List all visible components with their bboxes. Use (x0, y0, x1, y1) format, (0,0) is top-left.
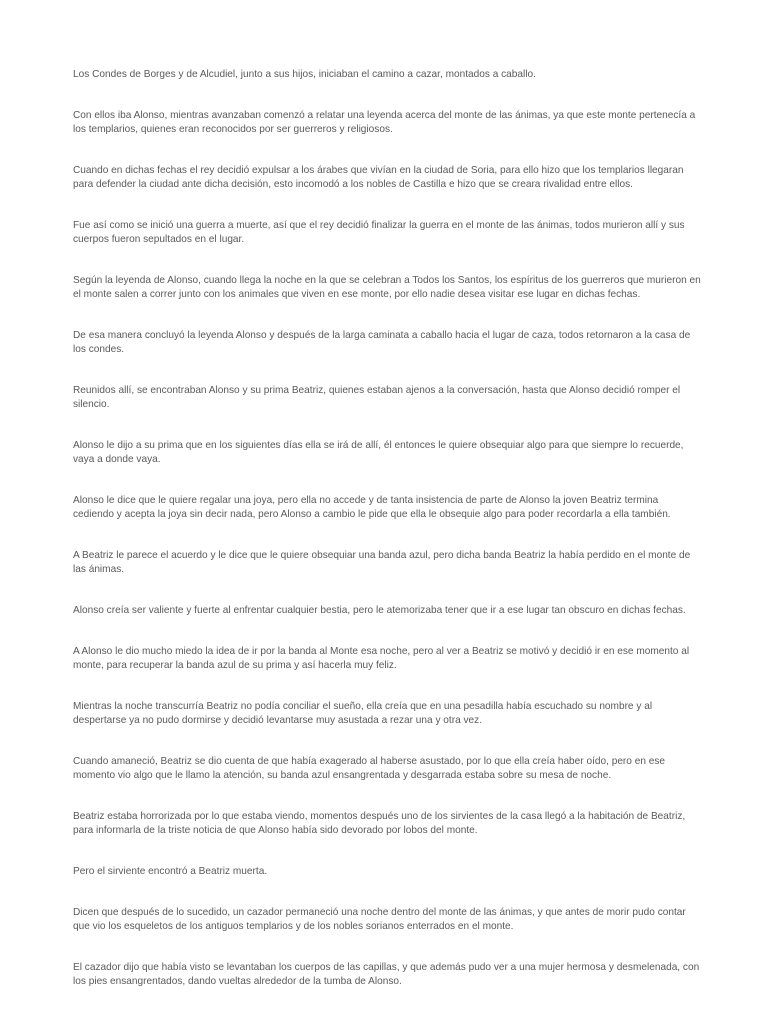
paragraph: Reunidos allí, se encontraban Alonso y su prima Beatriz, quienes estaban ajenos a la conversación, hasta que Alonso decidió romper el silencio. (73, 385, 681, 410)
document-body (73, 68, 701, 1016)
paragraph: Alonso le dijo a su prima que en los siguientes días ella se irá de allí, él entonces le quiere obsequiar algo para que siempre lo recuerde, vaya a donde vaya. (73, 440, 684, 465)
paragraph: Alonso le dice que le quiere regalar una joya, pero ella no accede y de tanta insistencia de parte de Alonso la joven Beatriz termina cediendo y acepta la joya sin decir nada, pero Alonso a cambio le pide que ella le obsequie algo para poder recordarla a ella también. (73, 495, 671, 520)
paragraph: A Alonso le dio mucho miedo la idea de ir por la banda al Monte esa noche, pero al ver a Beatriz se motivó y decidió ir en ese momento al monte, para recuperar la banda azul de su prima y así hacerla muy feliz. (73, 646, 690, 671)
paragraph: De esa manera concluyó la leyenda Alonso y después de la larga caminata a caballo hacia el lugar de caza, todos retornaron a la casa de los condes. (73, 330, 691, 355)
paragraph: Cuando amaneció, Beatriz se dio cuenta de que había exagerado al haberse asustado, por lo que ella creía haber oído, pero en ese momento vio algo que le llamo la atención, su banda azul ensangrentada y desgarrada estaba sobre su mesa de noche. (73, 756, 666, 781)
paragraph: Fue así como se inició una guerra a muerte, así que el rey decidió finalizar la guerra en el monte de las ánimas, todos murieron allí y sus cuerpos fueron sepultados en el lugar. (73, 220, 685, 245)
paragraph: Dicen que después de lo sucedido, un cazador permaneció una noche dentro del monte de las ánimas, y que antes de morir pudo contar que vio los esqueletos de los antiguos templarios y de los nobles sorianos enterrados en el monte. (73, 907, 686, 932)
paragraph: Mientras la noche transcurría Beatriz no podía conciliar el sueño, ella creía que en una pesadilla había escuchado su nombre y al despertarse ya no pudo dormirse y decidió levantarse muy asustada a rezar una y otra vez. (73, 701, 653, 726)
paragraph: A Beatriz le parece el acuerdo y le dice que le quiere obsequiar una banda azul, pero dicha banda Beatriz la había perdido en el monte de las ánimas. (73, 550, 691, 575)
paragraph: Beatriz estaba horrorizada por lo que estaba viendo, momentos después uno de los sirvientes de la casa llegó a la habitación de Beatriz, para informarla de la triste noticia de que Alonso había sido devorado por lobos del monte. (73, 811, 686, 836)
paragraph: Los Condes de Borges y de Alcudiel, junto a sus hijos, iniciaban el camino a cazar, montados a caballo. (73, 69, 536, 80)
paragraph: Cuando en dichas fechas el rey decidió expulsar a los árabes que vivían en la ciudad de Soria, para ello hizo que los templarios llegaran para defender la ciudad ante dicha decisión, esto incomodó a los nobles de Castilla e hizo que se creara rivalidad entre ellos. (73, 165, 684, 190)
paragraph: Con ellos iba Alonso, mientras avanzaban comenzó a relatar una leyenda acerca del monte de las ánimas, ya que este monte pertenecía a los templarios, quienes eran reconocidos por ser guerreros y religiosos. (73, 110, 696, 135)
paragraph: El cazador dijo que había visto se levantaban los cuerpos de las capillas, y que además pudo ver a una mujer hermosa y desmelenada, con los pies ensangrentados, dando vueltas alrededor de la tumba de Alonso. (73, 962, 700, 987)
paragraph: Pero el sirviente encontró a Beatriz muerta. (73, 866, 268, 877)
paragraph: Según la leyenda de Alonso, cuando llega la noche en la que se celebran a Todos los Santos, los espíritus de los guerreros que murieron en el monte salen a correr junto con los animales que viven en ese monte, por ello nadie desea visitar ese lugar en dichas fechas. (73, 275, 701, 300)
paragraph: Alonso creía ser valiente y fuerte al enfrentar cualquier bestia, pero le atemorizaba tener que ir a ese lugar tan obscuro en dichas fechas. (73, 605, 686, 616)
